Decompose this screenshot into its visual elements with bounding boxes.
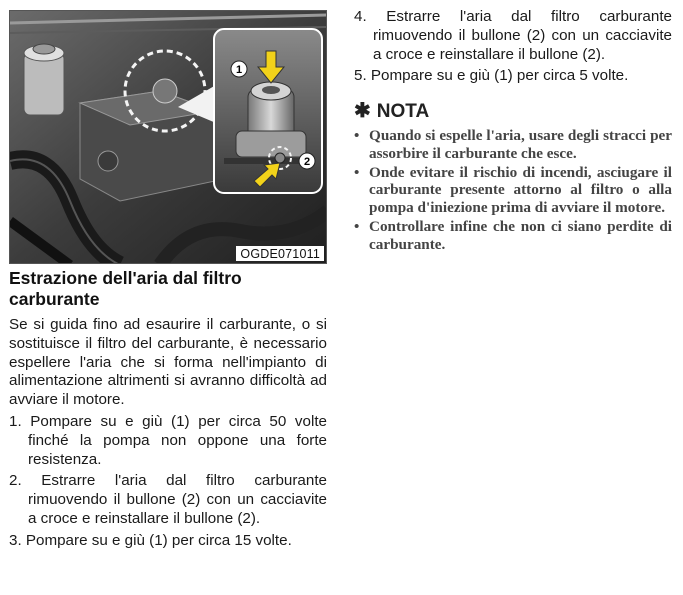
section-title: Estrazione dell'aria dal filtro carburante (9, 268, 242, 309)
bullet-icon: • (354, 164, 360, 181)
nota-label: NOTA (376, 101, 430, 123)
step-4: 4. Estrarre l'aria dal filtro carburante rimuovendo il bullone (2) con un cacciavite a croce e reinstallare il bullone (2). (354, 8, 672, 63)
callout-2: 2 (303, 156, 311, 168)
right-column (354, 8, 672, 255)
figure-code: OGDE071011 (236, 246, 324, 261)
note-item (354, 218, 672, 253)
bullet-icon: • (354, 127, 360, 145)
left-column (9, 268, 327, 551)
note-text: Quando si espelle l'aria, usare degli stracci per assorbire il carburante che esce. (369, 127, 672, 162)
note-text: Controllare infine che non ci siano perdite di carburante. (369, 218, 672, 253)
step-5: 5. Pompare su e giù (1) per circa 5 volte. (354, 67, 629, 85)
steps-list-left (9, 413, 327, 551)
nota-heading (354, 98, 672, 123)
steps-list-right (354, 8, 672, 86)
nota-list (354, 127, 672, 253)
step-1: 1. Pompare su e giù (1) per circa 50 volte finché la pompa non oppone una forte resistenza. (9, 412, 327, 468)
bullet-icon: • (354, 218, 360, 236)
note-item (354, 127, 672, 162)
intro-paragraph: Se si guida fino ad esaurire il carburante, o si sostituisce il filtro del carburante, è necessario espellere l'aria che si forma nell'impianto di alimentazione altrimenti si avranno difficoltà ad avviare il motore. (9, 316, 327, 409)
engine-bay-illustration (9, 10, 327, 264)
engine-bay-drawing (10, 11, 327, 264)
step-3: 3. Pompare su e giù (1) per circa 15 volte. (9, 531, 292, 549)
callout-1: 1 (235, 64, 243, 76)
note-item (354, 164, 672, 216)
asterisk-icon: ✱ (354, 100, 371, 123)
note-text: Onde evitare il rischio di incendi, asciugare il carburante presente attorno al filtro o alla pompa d'iniezione prima di avviare il motore. (369, 164, 672, 216)
step-2: 2. Estrarre l'aria dal filtro carburante rimuovendo il bullone (2) con un cacciavite a croce e reinstallare il bullone (2). (9, 472, 327, 527)
